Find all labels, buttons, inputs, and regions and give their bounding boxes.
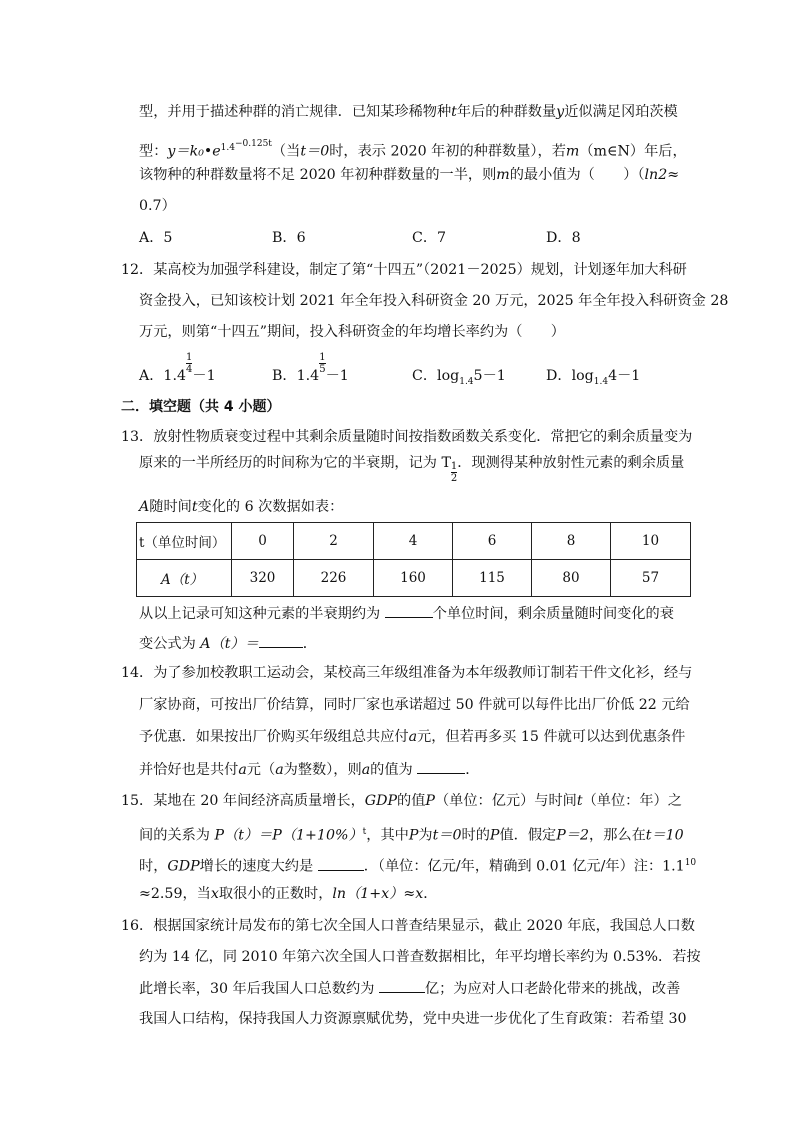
text: （单位：年）之 <box>582 793 682 809</box>
text: 时的 <box>461 827 490 844</box>
q12-line-3: 万元，则第“十四五”期间，投入科研资金的年均增长率约为（ ） <box>139 324 565 340</box>
q15-line-2 <box>139 822 684 846</box>
q11-line-2 <box>139 134 687 162</box>
text: D．log <box>546 368 594 384</box>
table-cell: 8 <box>532 523 611 560</box>
text: 原来的一半所经历的时间称为它的半衰期，记为 T <box>139 455 451 471</box>
q13-line-3 <box>139 497 343 517</box>
text: ． <box>302 636 317 652</box>
text: ． <box>423 886 438 902</box>
table-row <box>137 560 691 597</box>
text: 时，表示 2020 年初的种群数量），若 <box>329 143 566 160</box>
var-a: a <box>238 762 247 778</box>
subscript-numerator: 1 <box>450 461 458 472</box>
q14-line-4 <box>139 759 479 780</box>
var-m: m <box>565 143 580 160</box>
var-t-eq: t＝0 <box>300 143 330 160</box>
var-a: a <box>408 729 418 745</box>
q11-option-b: B．6 <box>272 230 306 246</box>
exp-denominator: 4 <box>186 364 193 375</box>
var-t: t＝0 <box>432 827 462 844</box>
answer-blank[interactable] <box>379 978 425 993</box>
text: －1 <box>192 368 216 384</box>
text: ，那么在 <box>589 827 646 844</box>
text: 并恰好也是共付 <box>139 762 239 778</box>
formula-exp-sup: −0.125t <box>234 139 272 149</box>
text: 型，并用于描述种群的消亡规律．已知某珍稀物种 <box>139 104 452 120</box>
exp-numerator: 1 <box>319 352 326 363</box>
exponent: 10 <box>684 858 697 868</box>
q12-option-d <box>546 366 640 392</box>
text: 该物种的种群数量将不足 2020 年初种群数量的一半，则 <box>139 167 497 183</box>
q11-line-4 <box>139 196 176 216</box>
var-x: x <box>210 886 219 902</box>
table-cell: 10 <box>611 523 691 560</box>
var-P: P＝2 <box>556 827 589 844</box>
q11-option-c: C．7 <box>412 230 447 246</box>
var-t: t <box>451 104 457 120</box>
q12-option-a <box>139 352 216 386</box>
table-cell: 115 <box>453 560 532 597</box>
table-cell: 0 <box>232 523 294 560</box>
data-table <box>136 522 691 597</box>
text: 0.7） <box>139 198 176 214</box>
text: 年后的种群数量 <box>456 104 557 120</box>
text: 型： <box>139 143 168 160</box>
var-m: m <box>496 167 510 183</box>
ln2: ln2≈ <box>644 167 680 183</box>
text: ．现测得某种放射性元素的剩余质量 <box>457 455 685 471</box>
subscript-denominator: 2 <box>450 473 458 484</box>
var-t: t＝10 <box>645 827 684 844</box>
formula: ln（1+x）≈x <box>332 886 424 902</box>
answer-blank[interactable] <box>259 633 303 648</box>
text: ．（单位：亿元/年，精确到 0.01 亿元/年）注：1.1 <box>363 858 685 875</box>
text: 变公式为 <box>139 636 196 652</box>
var-P: P <box>489 827 500 844</box>
formula-exp-base: 1.4 <box>220 143 235 153</box>
text: 此增长率，30 年后我国人口总数约为 <box>139 981 375 997</box>
text: 值．假定 <box>499 827 557 844</box>
q15-line-4 <box>139 884 437 904</box>
text: C．log <box>412 368 460 384</box>
q16-line-2: 约为 14 亿，同 2010 年第六次全国人口普查数据相比，年平均增长率约为 0.53%．若按 <box>139 949 701 965</box>
text: 15．某地在 20 年间经济高质量增长， <box>121 793 365 809</box>
log-base: 1.4 <box>593 376 609 387</box>
formula: P（t）＝P（1+10%） <box>214 827 363 844</box>
exp-denominator: 5 <box>319 364 326 375</box>
text: ，其中 <box>366 827 409 844</box>
table-cell: 160 <box>374 560 453 597</box>
text: 近似满足冈珀茨模 <box>564 104 678 120</box>
text: 4－1 <box>608 368 641 384</box>
q11-option-d: D．8 <box>546 230 581 246</box>
table-cell: 6 <box>453 523 532 560</box>
formula: A（t）＝ <box>200 636 259 652</box>
q12-option-b <box>272 352 349 386</box>
text: 的值为 <box>370 762 413 778</box>
q13-line-1: 13．放射性物质衰变过程中其剩余质量随时间按指数函数关系变化．常把它的剩余质量变为 <box>121 429 693 445</box>
table-cell: 57 <box>611 560 691 597</box>
text: 为整数），则 <box>283 762 362 778</box>
section-heading: 二．填空题（共 4 小题） <box>121 399 281 415</box>
q14-line-1: 14．为了参加校教职工运动会，某校高三年级组准备为本年级教师订制若干件文化衫，经与 <box>121 665 693 681</box>
q11-option-a: A．5 <box>139 230 173 246</box>
q11-line-1 <box>139 102 678 122</box>
table-cell: 80 <box>532 560 611 597</box>
var-t: t <box>576 793 583 809</box>
table-header-cell: t（单位时间） <box>137 523 232 560</box>
var-t: t <box>191 499 198 515</box>
text: 个单位时间，剩余质量随时间变化的衰 <box>432 606 674 622</box>
gdp: GDP <box>167 858 200 875</box>
text: 5－1 <box>473 368 506 384</box>
q16-line-3 <box>139 978 680 999</box>
text: 时， <box>139 858 168 875</box>
q13-line-4 <box>139 603 674 624</box>
q14-line-3 <box>139 727 685 747</box>
table-cell: 320 <box>232 560 294 597</box>
text: A．1.4 <box>139 368 186 384</box>
table-cell: 2 <box>294 523 374 560</box>
text: 变化的 6 次数据如表： <box>197 499 344 515</box>
table-row <box>137 523 691 560</box>
text: B．1.4 <box>272 368 320 384</box>
text: ≈2.59，当 <box>139 886 211 902</box>
var-A: A <box>139 499 150 515</box>
answer-blank[interactable] <box>417 759 465 774</box>
text: 随时间 <box>149 499 192 515</box>
var-y: y <box>556 104 565 120</box>
text: 从以上记录可知这种元素的半衰期约为 <box>139 606 381 622</box>
text: 予优惠．如果按出厂价购买年级组总共应付 <box>139 729 409 745</box>
q12-line-1: 12．某高校为加强学科建设，制定了第“十四五”（2021－2025）规划，计划逐年加大科研 <box>121 262 687 278</box>
text: 元，但若再多买 15 件就可以达到优惠条件 <box>417 729 686 745</box>
answer-blank[interactable] <box>385 603 433 618</box>
formula-exponent: t <box>362 827 367 837</box>
text: 间的关系为 <box>139 827 210 844</box>
q13-line-5 <box>139 633 317 654</box>
q11-line-3 <box>139 165 679 185</box>
var-a: a <box>275 762 284 778</box>
var-P: P <box>408 827 419 844</box>
q15-line-3 <box>139 853 696 877</box>
text: 亿；为应对人口老龄化带来的挑战，改善 <box>424 981 681 997</box>
q13-line-2 <box>139 453 684 484</box>
q14-line-2: 厂家协商，可按出厂价结算，同时厂家也承诺超过 50 件就可以每件比出厂价低 22 元给 <box>139 697 690 713</box>
text: 取很小的正数时， <box>218 886 333 902</box>
text: 增长的速度大约是 <box>199 858 314 875</box>
log-base: 1.4 <box>459 376 474 387</box>
gdp: GDP <box>364 793 398 809</box>
text: 的最小值为（ ）（ <box>509 167 645 183</box>
answer-blank[interactable] <box>318 856 364 871</box>
text: （单位：亿元）与时间 <box>434 793 577 809</box>
q12-option-c <box>412 366 506 392</box>
table-header-cell: A（t） <box>137 560 232 597</box>
text: （m∈N）年后， <box>579 143 687 160</box>
var-P: P <box>425 793 435 809</box>
table-cell: 226 <box>294 560 374 597</box>
text: 元（ <box>246 762 276 778</box>
text: （当 <box>271 143 301 160</box>
exp-numerator: 1 <box>186 352 193 363</box>
formula: y＝k₀•e <box>167 143 221 160</box>
table-cell: 4 <box>374 523 453 560</box>
q15-line-1 <box>121 791 682 811</box>
q16-line-4: 我国人口结构，保持我国人力资源禀赋优势，党中央进一步优化了生育政策：若希望 30 <box>139 1011 687 1027</box>
text: 为 <box>418 827 433 844</box>
text: 的值 <box>397 793 426 809</box>
q16-line-1: 16．根据国家统计局发布的第七次全国人口普查结果显示，截止 2020 年底，我国总人口数 <box>121 918 695 934</box>
var-a: a <box>361 762 371 778</box>
text: ． <box>465 762 480 778</box>
text: －1 <box>325 368 349 384</box>
q12-line-2: 资金投入，已知该校计划 2021 年全年投入科研资金 20 万元，2025 年全年投入科研资金 28 <box>139 293 729 309</box>
